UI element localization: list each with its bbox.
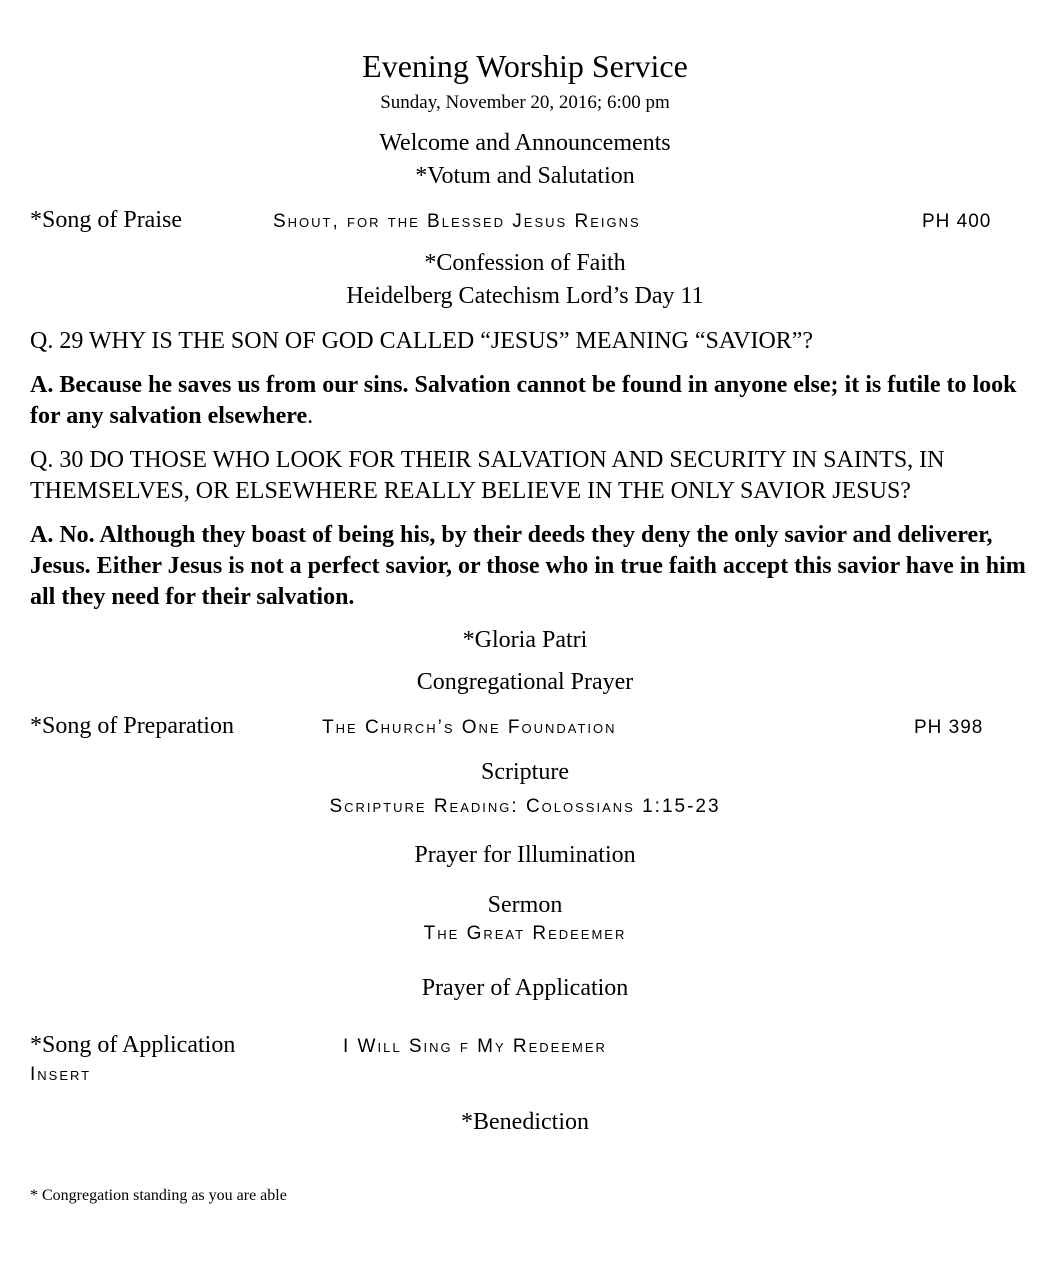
sermon-title: The Great Redeemer (423, 923, 627, 944)
song-of-praise-number: PH 400 (922, 211, 992, 232)
answer-30: A. No. Although they boast of being his, by their deeds they deny the only savior and deliverer, Jesus. Either Jesus is not a perfect savior, or those who in true faith accept this savior have in him all they need for their salvation. (30, 522, 1026, 610)
welcome-item: Welcome and Announcements (379, 130, 671, 156)
question-30: Q. 30 DO THOSE WHO LOOK FOR THEIR SALVATION AND SECURITY IN SAINTS, IN THEMSELVES, OR ELSEWHERE REALLY BELIEVE IN THE ONLY SAVIOR JESUS? (30, 447, 945, 504)
sermon-heading: Sermon (487, 892, 563, 918)
footer-note: * Congregation standing as you are able (30, 1187, 287, 1204)
service-date: Sunday, November 20, 2016; 6:00 pm (380, 92, 670, 113)
answer-29-text: A. Because he saves us from our sins. Salvation cannot be found in anyone else; it is futile to look for any salvation elsewhere (30, 372, 1017, 429)
song-of-preparation-number: PH 398 (914, 717, 984, 738)
scripture-heading: Scripture (481, 759, 569, 785)
song-of-preparation-title: The Church’s One Foundation (322, 717, 617, 738)
prayer-for-illumination-item: Prayer for Illumination (414, 842, 636, 868)
page-title: Evening Worship Service (362, 48, 688, 84)
song-of-praise-label: *Song of Praise (30, 207, 182, 233)
song-of-preparation-label: *Song of Preparation (30, 713, 234, 739)
catechism-reference: Heidelberg Catechism Lord’s Day 11 (346, 283, 704, 309)
prayer-of-application-item: Prayer of Application (421, 975, 629, 1001)
answer-29-end: . (307, 403, 314, 429)
confession-item: *Confession of Faith (424, 250, 626, 276)
votum-item: *Votum and Salutation (415, 163, 635, 189)
gloria-patri-item: *Gloria Patri (462, 627, 588, 653)
question-29: Q. 29 WHY IS THE SON OF GOD CALLED “JESUS” MEANING “SAVIOR”? (30, 328, 814, 354)
song-of-application-insert: Insert (30, 1064, 92, 1085)
song-of-application-label: *Song of Application (30, 1032, 236, 1058)
congregational-prayer-item: Congregational Prayer (416, 669, 634, 695)
benediction-item: *Benediction (461, 1109, 589, 1135)
song-of-application-title: I Will Sing f My Redeemer (343, 1036, 607, 1057)
answer-29 (30, 370, 1030, 432)
song-of-praise-title: Shout, for the Blessed Jesus Reigns (273, 211, 641, 232)
scripture-reading: Scripture Reading: Colossians 1:15-23 (329, 796, 721, 817)
